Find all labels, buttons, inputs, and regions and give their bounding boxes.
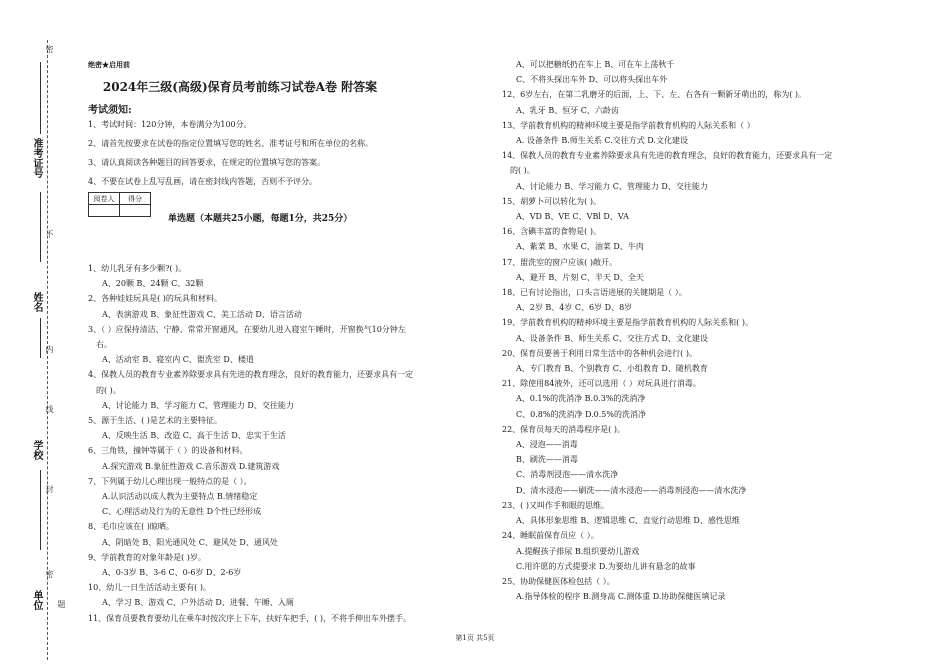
section-title: 单选题（本题共25小题，每题1分，共25分） [168,214,353,224]
reviewer-blank [89,205,120,217]
question-options: A、具体形象思维 B、逻辑思维 C、直觉行动思维 D、感性思维 [516,516,740,526]
question-options: C.用许愿的方式提要求 D.为要幼儿讲有悬念的故事 [516,561,696,571]
unit-label: 单位 [31,590,42,610]
question-options: A、VD B、VE C、VBl D、VA [516,212,629,222]
question: 17、盥洗室的窗户应该( )敞开。 [502,257,617,267]
score-blank [120,205,151,217]
question-options: A、专门教育 B、个别教育 C、小组教育 D、随机教育 [516,364,708,374]
notice-item: 1、考试时间：120分钟，本卷满分为100分。 [88,120,252,129]
question: 24、睡眠前保育员应（ ）。 [502,531,599,541]
notice-item: 2、请首先按要求在试卷的指定位置填写您的姓名、准考证号和所在单位的名称。 [88,139,374,148]
notice-item: 3、请认真阅读各种题目的回答要求，在规定的位置填写您的答案。 [88,158,326,167]
question: 20、保育员要善于利用日常生活中的各种机会进行( )。 [502,348,697,358]
school-label: 学校 [31,440,42,460]
question-continuation: 的( )。 [96,385,121,395]
question-options: A、设备条件 B、师生关系 C、交往方式 D、文化建设 [516,333,708,343]
question: 16、含碘丰富的食物是( )。 [502,227,601,237]
seal-char: 封 [45,485,54,493]
school-underline [40,470,41,550]
question: 12、6岁左右，在第二乳磨牙的后面，上、下、左、右各有一颗新牙萌出的，称为( )。 [502,90,807,100]
question-options: C、0.8%的洗消净 D.0.5%的洗消净 [516,409,646,419]
question-options: A、活动室 B、寝室内 C、盥洗室 D、楼道 [102,355,254,365]
question: 14、保教人员的教育专业素养除要求具有先进的教育理念，良好的教育能力，还要求具有一定 [502,151,833,161]
seal-char: 不 [45,230,54,238]
score-cell: 得分 [120,193,151,205]
question: 4、保教人员的教育专业素养除要求具有先进的教育理念，良好的教育能力，还要求具有一定 [88,370,414,380]
question: 21、除使用84液外，还可以选用（ ）对玩具进行消毒。 [502,379,701,389]
name-label: 姓名 [31,292,42,312]
left-question-column [88,261,478,626]
page-title: 2024年三级(高级)保育员考前练习试卷A卷 附答案 [102,80,378,94]
question-options: A、浸泡——消毒 [516,440,578,450]
question: 25、协助保健医体检包括（ ）。 [502,576,615,586]
question: 1、幼儿乳牙有多少颗?( )。 [88,264,187,273]
seal-char: 题 [57,600,66,608]
question-options: A、0.1%的洗消净 B.0.3%的洗消净 [516,394,646,404]
name-underline [40,318,41,358]
question-options: A、20颗 B、24颗 C、32颗 [102,279,204,289]
question-options: A.探究游戏 B.象征性游戏 C.音乐游戏 D.建筑游戏 [102,461,280,471]
question: 11、保育员要教育要幼儿在乘车时按次序上下车，扶好车把手，( )，不将手伸出车外摆手。 [88,613,411,623]
question: 3、（ ）应保持清洁、宁静、常常开窗通风，在要幼儿进入寝室午睡时，开窗换气10分钟左 [88,324,406,334]
question-options: C、心理活动及行为的无意性 D个性已经形成 [102,507,262,517]
question-options: A、讨论能力 B、学习能力 C、管理能力 D、交往能力 [102,400,294,410]
question-options: A、避开 B、片刻 C、半天 D、全天 [516,272,644,282]
question-options: A、乳牙 B、恒牙 C、六龄齿 [516,105,619,115]
question: 13、学前教育机构的精神环境主要是指学前教育机构的人际关系和（ ） [502,120,755,130]
question-options: B、刷洗——消毒 [516,455,578,465]
question: 23、( )又叫作手和眼的思维。 [502,500,609,510]
question: 2、各种娃娃玩具是( )的玩具和材料。 [88,294,222,304]
exam-number-underline [40,62,41,134]
seal-char: 内 [45,345,54,353]
reviewer-cell: 阅卷人 [89,193,120,205]
question-continuation: 的( )。 [510,166,535,176]
question: 7、下列属于幼儿心理出现一般特点的是（ ）。 [88,476,252,486]
question-options: A、学习 B、游戏 C、户外活动 D、进餐、午睡、入厕 [102,598,294,608]
question-options: A、0-3岁 B、3-6 C、0-6岁 D、2-6岁 [102,568,242,578]
question-options: A.认识活动以成人教为主要特点 B.情绪稳定 [102,492,258,502]
question-options: A、紫菜 B、水果 C、油菜 D、牛肉 [516,242,644,252]
question-options: D、清水浸泡——刷洗——清水浸泡——消毒剂浸泡——清水洗净 [516,485,747,495]
question-options: A、讨论能力 B、学习能力 C、管理能力 D、交往能力 [516,181,708,191]
question: 9、学前教育的对象年龄是( )岁。 [88,552,206,562]
notice-item: 4、不要在试卷上乱写乱画，请在密封线内答题，否则不予评分。 [88,177,318,186]
seal-char: 密 [45,45,54,53]
seal-char: 密 [45,570,54,578]
question-options: A.指导体检的程序 B.测身高 C.测体重 D.协助保健医填记录 [516,592,726,602]
question: 18、已有讨论指出，口头言语进展的关键期是（ ）。 [502,288,687,298]
notice-heading: 考试须知: [88,105,132,116]
question-options: A、表演游戏 B、象征性游戏 C、美工活动 D、语言活动 [102,309,302,319]
score-box [88,192,151,217]
right-question-column [502,57,912,604]
question: 10、幼儿一日生活活动主要有( )。 [88,583,211,593]
question-options: A、2岁 B、4岁 C、6岁 D、8岁 [516,303,633,313]
question-options: A、反映生活 B、改造 C、高于生活 D、忠实于生活 [102,431,286,441]
question: 5、源于生活、( )是艺术的主要特征。 [88,416,222,426]
secret-mark: 绝密★启用前 [88,60,130,69]
page-number: 第1页 共5页 [455,634,495,642]
question-options: A、可以把糖纸扔在车上 B、可在车上荡秋千 [516,60,675,69]
exam-number-underline [40,192,41,262]
question: 19、学前教育机构的精神环境主要是指学前教育机构的人际关系和( )。 [502,318,753,328]
exam-number-label: 准考证号 [31,138,42,178]
question-options: C、不将头探出车外 D、可以将头探出车外 [516,75,668,85]
question: 6、三角铁，撞钟等属于（ ）的设备和材料。 [88,446,248,456]
question-options: A.提醒孩子排尿 B.组织要幼儿游戏 [516,546,640,556]
question-options: A. 设备条件 B.师生关系 C.交往方式 D.文化建设 [516,136,688,146]
question: 15、胡萝卜可以转化为( )。 [502,196,601,206]
question: 8、毛巾应该在( )晾晒。 [88,522,174,532]
question-options: A、阴暗处 B、阳光通风处 C、避风处 D、通风处 [102,537,278,547]
seal-char: 线 [45,405,54,413]
question-options: C、消毒剂浸泡——清水洗净 [516,470,619,480]
question: 22、保育员每天的消毒程序是( )。 [502,424,625,434]
question-continuation: 右。 [96,340,112,350]
